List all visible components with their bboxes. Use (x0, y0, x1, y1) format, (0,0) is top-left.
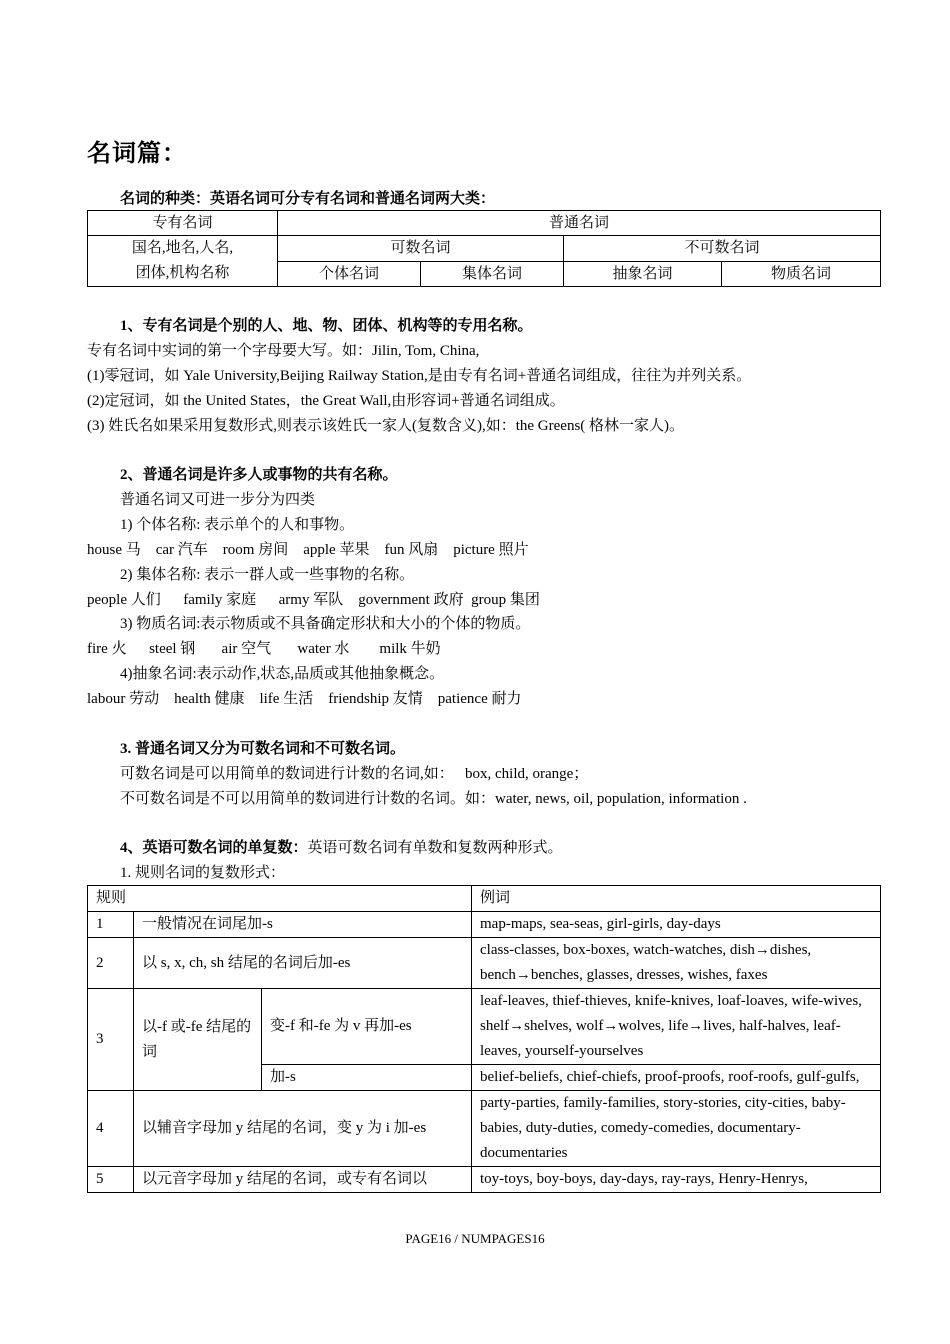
plural-rules-table (87, 885, 881, 1193)
rule-subtext: 变-f 和-fe 为 v 再加-es (262, 989, 472, 1065)
rule-text: 以-f 或-fe 结尾的词 (134, 989, 262, 1091)
section4-line: 1. 规则名词的复数形式： (120, 865, 286, 881)
intro-text: 名词的种类：英语名词可分专有名词和普通名词两大类： (120, 191, 496, 207)
section4-heading: 4、英语可数名词的单复数：英语可数名词有单数和复数两种形式。 (120, 840, 563, 856)
rule-text: 一般情况在词尾加-s (134, 912, 472, 938)
section2-line: 普通名词又可进一步分为四类 (120, 492, 316, 508)
cell-collective: 集体名词 (421, 261, 564, 287)
section2-examples: people 人们 family 家庭 army 军队 government 政府 group 集团 (87, 592, 540, 608)
section2-line: 2) 集体名称: 表示一群人或一些事物的名称。 (120, 567, 415, 583)
rule-examples: map-maps, sea-seas, girl-girls, day-days (472, 912, 881, 938)
page-title: 名词篇： (87, 139, 187, 167)
rule-text: 以 s, x, ch, sh 结尾的名词后加-es (134, 938, 472, 989)
rule-examples: party-parties, family-families, story-stories, city-cities, baby-babies, duty-duties, comedy-comedies, documentary-documentaries (472, 1091, 881, 1167)
section3-line: 可数名词是可以用简单的数词进行计数的名词,如： box, child, orange； (120, 766, 589, 782)
rule-examples: class-classes, box-boxes, watch-watches, dish→dishes, bench→benches, glasses, dresses, wishes, faxes (472, 938, 881, 989)
section2-heading: 2、普通名词是许多人或事物的共有名称。 (120, 467, 398, 483)
rule-number: 1 (88, 912, 134, 938)
rule-text: 以辅音字母加 y 结尾的名词，变 y 为 i 加-es (134, 1091, 472, 1167)
section1-line: 专有名词中实词的第一个字母要大写。如：Jilin, Tom, China, (87, 343, 480, 359)
rule-examples: leaf-leaves, thief-thieves, knife-knives, loaf-loaves, wife-wives, shelf→shelves, wolf→wolves, life→lives, half-halves, leaf-leaves, yourself-yourselves (472, 989, 881, 1065)
rule-examples: belief-beliefs, chief-chiefs, proof-proofs, roof-roofs, gulf-gulfs, (472, 1065, 881, 1091)
section2-examples: fire 火 steel 钢 air 空气 water 水 milk 牛奶 (87, 641, 441, 657)
rule-number: 5 (88, 1167, 134, 1193)
noun-types-table (87, 210, 881, 287)
cell-material: 物质名词 (722, 261, 881, 287)
page-footer: PAGE16 / NUMPAGES16 (405, 1231, 545, 1246)
section2-line: 3) 物质名词:表示物质或不具备确定形状和大小的个体的物质。 (120, 616, 531, 632)
rule-number: 4 (88, 1091, 134, 1167)
rule-examples: toy-toys, boy-boys, day-days, ray-rays, Henry-Henrys, (472, 1167, 881, 1193)
section2-examples: labour 劳动 health 健康 life 生活 friendship 友情 patience 耐力 (87, 691, 522, 707)
rule-text: 以元音字母加 y 结尾的名词，或专有名词以 (134, 1167, 472, 1193)
section1-line: (1)零冠词，如 Yale University,Beijing Railway Station,是由专有名词+普通名词组成，往往为并列关系。 (87, 368, 752, 384)
rule-number: 2 (88, 938, 134, 989)
section3-line: 不可数名词是不可以用简单的数词进行计数的名词。如：water, news, oil, population, information . (120, 791, 747, 807)
cell-common: 普通名词 (278, 211, 881, 236)
section2-line: 4)抽象名词:表示动作,状态,品质或其他抽象概念。 (120, 666, 445, 682)
cell-proper: 专有名词 (88, 211, 278, 236)
header-rule: 规则 (88, 886, 472, 912)
cell-countable: 可数名词 (278, 236, 564, 262)
header-example: 例词 (472, 886, 881, 912)
rule-subtext: 加-s (262, 1065, 472, 1091)
section1-line: (3) 姓氏名如果采用复数形式,则表示该姓氏一家人(复数含义),如：the Greens( 格林一家人)。 (87, 418, 685, 434)
cell-uncountable: 不可数名词 (564, 236, 881, 262)
section2-examples: house 马 car 汽车 room 房间 apple 苹果 fun 风扇 picture 照片 (87, 542, 529, 558)
section3-heading: 3. 普通名词又分为可数名词和不可数名词。 (120, 741, 406, 757)
section2-line: 1) 个体名称: 表示单个的人和事物。 (120, 517, 355, 533)
rule-number: 3 (88, 989, 134, 1091)
cell-abstract: 抽象名词 (564, 261, 722, 287)
section1-heading: 1、专有名词是个别的人、地、物、团体、机构等的专用名称。 (120, 318, 533, 334)
section1-line: (2)定冠词，如 the United States，the Great Wall,由形容词+普通名词组成。 (87, 393, 565, 409)
cell-individual: 个体名词 (278, 261, 421, 287)
cell-proper-desc: 国名,地名,人名, 团体,机构名称 (88, 236, 278, 287)
